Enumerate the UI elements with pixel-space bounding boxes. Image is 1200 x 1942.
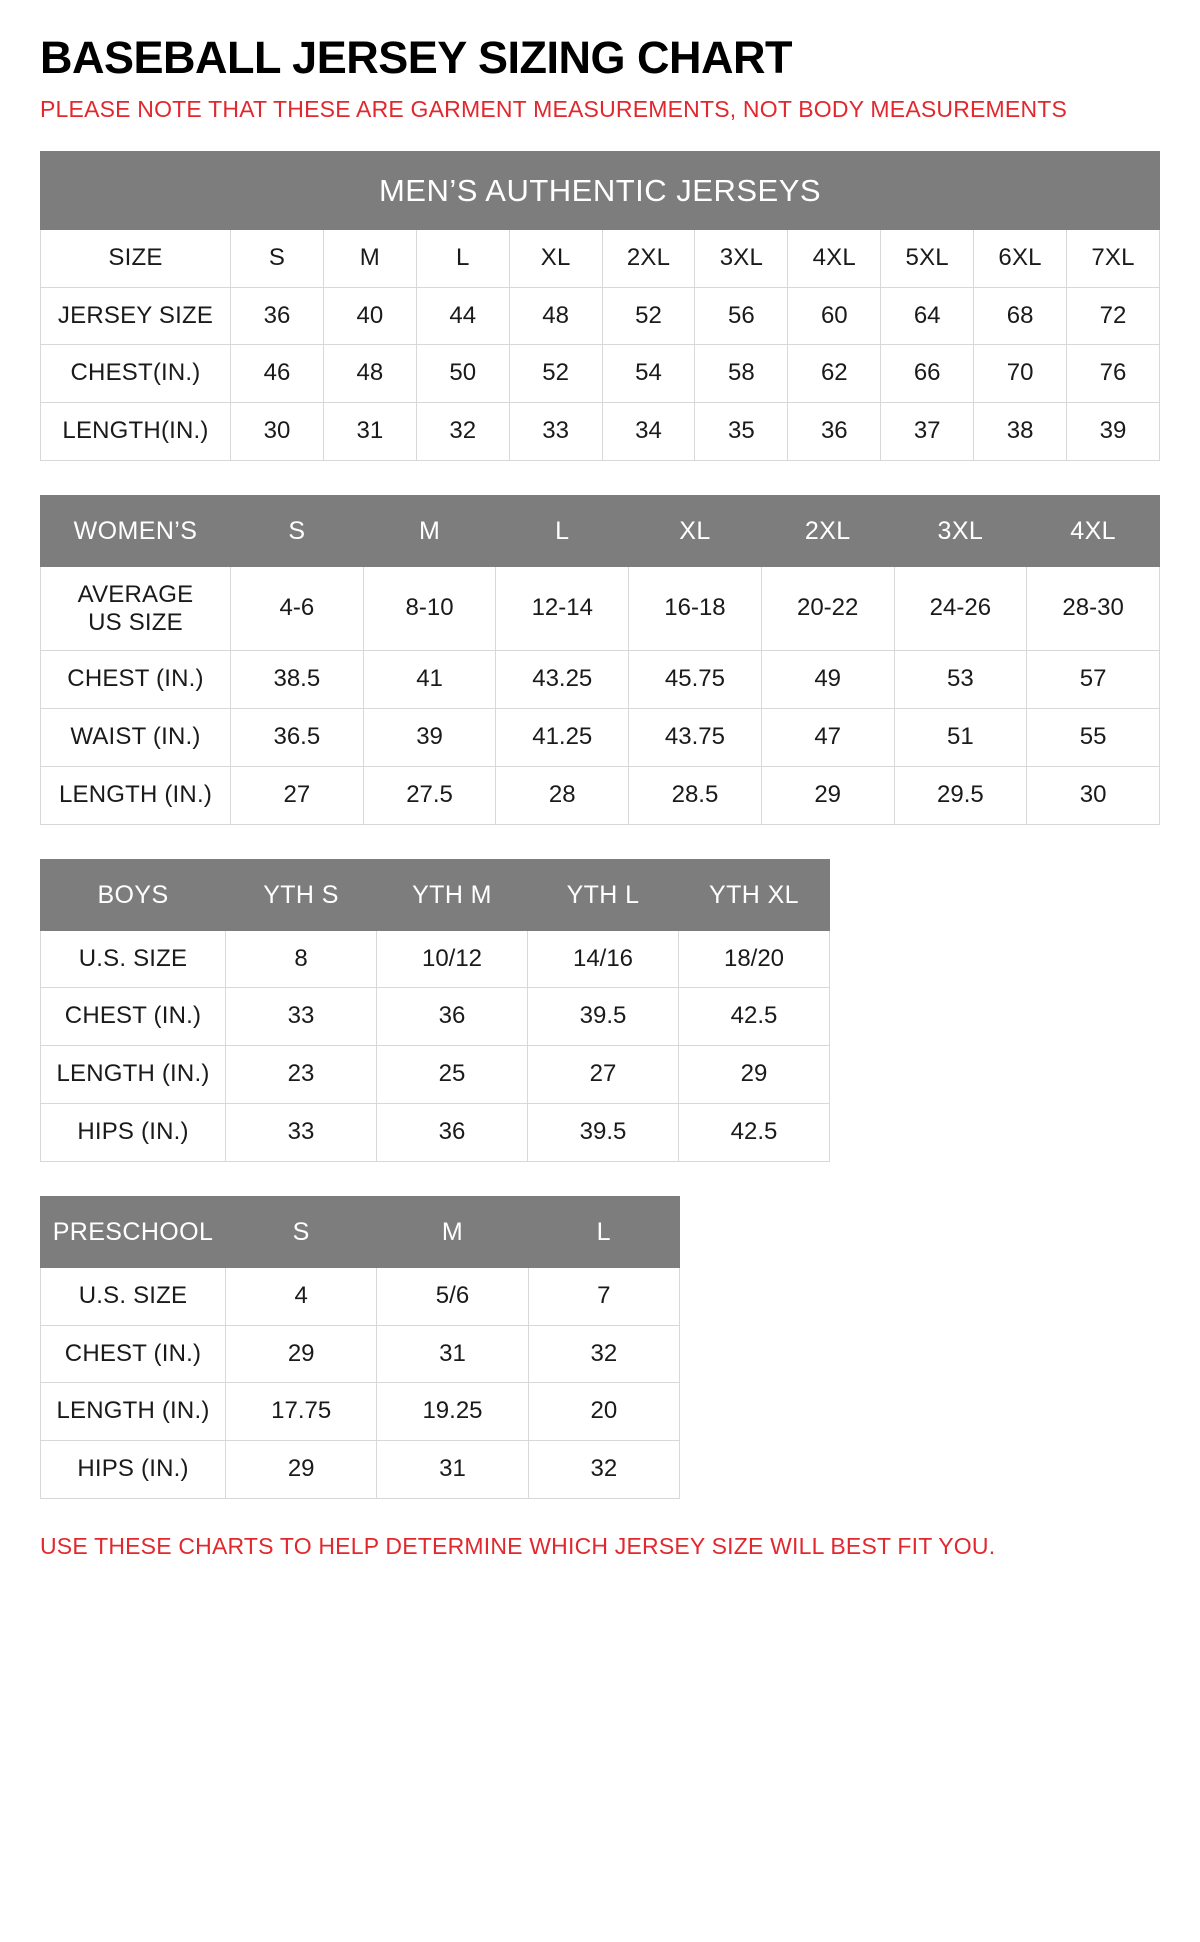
cell-0-5: 24-26 (894, 567, 1027, 651)
table-header-row (41, 859, 830, 930)
cell-1-2: 50 (416, 345, 509, 403)
womens-sizing-table (40, 495, 1160, 825)
cell-1-7: 66 (881, 345, 974, 403)
table-row (41, 1104, 830, 1162)
table-row (41, 403, 1160, 461)
cell-1-3: 52 (509, 345, 602, 403)
cell-3-0: 29 (226, 1441, 377, 1499)
cell-1-3: 42.5 (679, 988, 830, 1046)
cell-2-1: 31 (323, 403, 416, 461)
cell-1-0: 29 (226, 1325, 377, 1383)
cell-0-3: 48 (509, 287, 602, 345)
cell-1-2: 32 (528, 1325, 679, 1383)
cell-3-1: 31 (377, 1441, 528, 1499)
cell-0-1: 10/12 (377, 930, 528, 988)
cell-0-3: 18/20 (679, 930, 830, 988)
row-label: LENGTH(IN.) (41, 403, 231, 461)
footer-note: USE THESE CHARTS TO HELP DETERMINE WHICH JERSEY SIZE WILL BEST FIT YOU. (40, 1533, 996, 1560)
row-label: HIPS (IN.) (41, 1104, 226, 1162)
size-header-3: XL (629, 496, 762, 567)
table-row (41, 1046, 830, 1104)
cell-1-0: 38.5 (231, 651, 364, 709)
row-label: LENGTH (IN.) (41, 1046, 226, 1104)
table-banner-row (41, 151, 1160, 229)
cell-2-7: 37 (881, 403, 974, 461)
cell-2-1: 19.25 (377, 1383, 528, 1441)
cell-3-1: 36 (377, 1104, 528, 1162)
cell-2-2: 27 (528, 1046, 679, 1104)
cell-2-2: 41.25 (496, 709, 629, 767)
table-header-row (41, 1196, 680, 1267)
row-label: U.S. SIZE (41, 1267, 226, 1325)
table-banner: MEN’S AUTHENTIC JERSEYS (41, 151, 1160, 229)
cell-0-2: 7 (528, 1267, 679, 1325)
cell-0-1: 5/6 (377, 1267, 528, 1325)
cell-2-0: 23 (226, 1046, 377, 1104)
cell-0-2: 44 (416, 287, 509, 345)
page-title: BASEBALL JERSEY SIZING CHART (40, 32, 792, 83)
size-header-9: 7XL (1067, 229, 1160, 287)
table-row (41, 930, 830, 988)
cell-1-1: 41 (363, 651, 496, 709)
cell-3-5: 29.5 (894, 766, 1027, 824)
cell-0-1: 8-10 (363, 567, 496, 651)
cell-1-1: 36 (377, 988, 528, 1046)
cell-1-0: 33 (226, 988, 377, 1046)
cell-3-2: 28 (496, 766, 629, 824)
size-header-2: L (528, 1196, 679, 1267)
cell-1-5: 58 (695, 345, 788, 403)
cell-1-2: 39.5 (528, 988, 679, 1046)
garment-measurement-note: PLEASE NOTE THAT THESE ARE GARMENT MEASUREMENTS, NOT BODY MEASUREMENTS (40, 96, 1068, 123)
row-label: CHEST(IN.) (41, 345, 231, 403)
table-row (41, 1325, 680, 1383)
table-row (41, 766, 1160, 824)
cell-2-3: 33 (509, 403, 602, 461)
size-header-1: M (377, 1196, 528, 1267)
table-row (41, 1267, 680, 1325)
cell-1-5: 53 (894, 651, 1027, 709)
size-header-1: M (323, 229, 416, 287)
row-label: CHEST (IN.) (41, 1325, 226, 1383)
row-label: JERSEY SIZE (41, 287, 231, 345)
row-label: LENGTH (IN.) (41, 1383, 226, 1441)
cell-0-5: 56 (695, 287, 788, 345)
table-row (41, 1441, 680, 1499)
size-header-0: S (231, 229, 324, 287)
cell-0-8: 68 (974, 287, 1067, 345)
table-header-row (41, 229, 1160, 287)
table-row (41, 287, 1160, 345)
size-header-8: 6XL (974, 229, 1067, 287)
size-header-4: 2XL (602, 229, 695, 287)
cell-2-9: 39 (1067, 403, 1160, 461)
header-corner-label: WOMEN’S (41, 496, 231, 567)
mens-sizing-table (40, 151, 1160, 461)
row-label: AVERAGE US SIZE (41, 567, 231, 651)
cell-2-0: 17.75 (226, 1383, 377, 1441)
cell-3-2: 32 (528, 1441, 679, 1499)
header-corner-label: SIZE (41, 229, 231, 287)
cell-2-8: 38 (974, 403, 1067, 461)
cell-0-9: 72 (1067, 287, 1160, 345)
size-header-3: XL (509, 229, 602, 287)
size-header-2: YTH L (528, 859, 679, 930)
size-header-0: S (231, 496, 364, 567)
cell-1-4: 54 (602, 345, 695, 403)
cell-3-0: 33 (226, 1104, 377, 1162)
cell-2-1: 25 (377, 1046, 528, 1104)
cell-2-3: 29 (679, 1046, 830, 1104)
cell-2-2: 32 (416, 403, 509, 461)
preschool-sizing-table (40, 1196, 680, 1499)
size-header-2: L (416, 229, 509, 287)
cell-3-0: 27 (231, 766, 364, 824)
row-label: CHEST (IN.) (41, 988, 226, 1046)
row-label: WAIST (IN.) (41, 709, 231, 767)
cell-1-8: 70 (974, 345, 1067, 403)
cell-2-5: 35 (695, 403, 788, 461)
cell-0-2: 12-14 (496, 567, 629, 651)
cell-1-1: 31 (377, 1325, 528, 1383)
size-header-1: YTH M (377, 859, 528, 930)
cell-2-4: 34 (602, 403, 695, 461)
row-label: CHEST (IN.) (41, 651, 231, 709)
size-header-6: 4XL (788, 229, 881, 287)
cell-0-0: 4 (226, 1267, 377, 1325)
table-row (41, 709, 1160, 767)
size-header-6: 4XL (1027, 496, 1160, 567)
cell-3-3: 42.5 (679, 1104, 830, 1162)
cell-2-1: 39 (363, 709, 496, 767)
size-header-1: M (363, 496, 496, 567)
size-header-4: 2XL (761, 496, 894, 567)
size-header-5: 3XL (695, 229, 788, 287)
cell-3-3: 28.5 (629, 766, 762, 824)
table-row (41, 1383, 680, 1441)
cell-3-2: 39.5 (528, 1104, 679, 1162)
cell-3-4: 29 (761, 766, 894, 824)
table-row (41, 651, 1160, 709)
cell-0-0: 4-6 (231, 567, 364, 651)
cell-0-0: 8 (226, 930, 377, 988)
table-row (41, 345, 1160, 403)
cell-1-6: 57 (1027, 651, 1160, 709)
cell-0-2: 14/16 (528, 930, 679, 988)
cell-2-6: 55 (1027, 709, 1160, 767)
cell-2-2: 20 (528, 1383, 679, 1441)
cell-2-4: 47 (761, 709, 894, 767)
cell-1-3: 45.75 (629, 651, 762, 709)
cell-1-6: 62 (788, 345, 881, 403)
cell-1-1: 48 (323, 345, 416, 403)
table-row (41, 567, 1160, 651)
cell-3-1: 27.5 (363, 766, 496, 824)
cell-2-0: 30 (231, 403, 324, 461)
cell-0-6: 28-30 (1027, 567, 1160, 651)
cell-0-0: 36 (231, 287, 324, 345)
cell-2-3: 43.75 (629, 709, 762, 767)
size-header-2: L (496, 496, 629, 567)
cell-0-6: 60 (788, 287, 881, 345)
row-label: U.S. SIZE (41, 930, 226, 988)
header-corner-label: PRESCHOOL (41, 1196, 226, 1267)
cell-0-7: 64 (881, 287, 974, 345)
row-label: LENGTH (IN.) (41, 766, 231, 824)
cell-0-3: 16-18 (629, 567, 762, 651)
header-corner-label: BOYS (41, 859, 226, 930)
row-label: HIPS (IN.) (41, 1441, 226, 1499)
cell-2-5: 51 (894, 709, 1027, 767)
cell-1-9: 76 (1067, 345, 1160, 403)
size-header-5: 3XL (894, 496, 1027, 567)
cell-0-4: 52 (602, 287, 695, 345)
cell-2-6: 36 (788, 403, 881, 461)
cell-0-1: 40 (323, 287, 416, 345)
cell-1-4: 49 (761, 651, 894, 709)
size-header-7: 5XL (881, 229, 974, 287)
size-header-3: YTH XL (679, 859, 830, 930)
cell-0-4: 20-22 (761, 567, 894, 651)
cell-1-0: 46 (231, 345, 324, 403)
table-row (41, 988, 830, 1046)
cell-2-0: 36.5 (231, 709, 364, 767)
cell-3-6: 30 (1027, 766, 1160, 824)
size-header-0: S (226, 1196, 377, 1267)
table-header-row (41, 496, 1160, 567)
size-header-0: YTH S (226, 859, 377, 930)
boys-sizing-table (40, 859, 830, 1162)
cell-1-2: 43.25 (496, 651, 629, 709)
